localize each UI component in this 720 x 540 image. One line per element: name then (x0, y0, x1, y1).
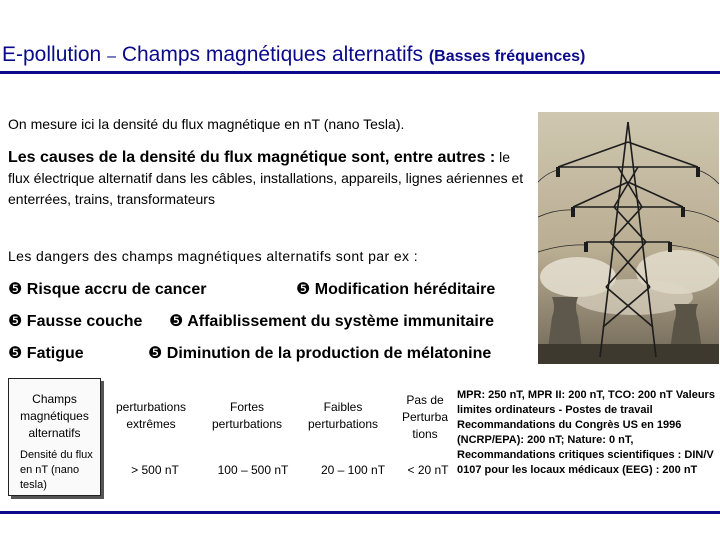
risk-label: Fausse couche (26, 313, 143, 330)
column-value: 20 – 100 nT (320, 463, 386, 477)
column-label: Pas de Perturba tions (401, 393, 449, 441)
risk-item-miscarriage (8, 311, 142, 331)
page-title (2, 43, 718, 67)
bottom-divider (0, 511, 720, 514)
column-value: < 20 nT (407, 463, 449, 477)
risk-label: Fatigue (26, 345, 84, 362)
causes-rest: le flux électrique alternatif dans les câbles, installations, appareils, lignes aériennes et enterrées, trains, transformateurs (8, 149, 524, 207)
title-main-2: Champs magnétiques alternatifs (121, 43, 423, 66)
limits-note: MPR: 250 nT, MPR II: 200 nT, TCO: 200 nT Valeurs limites ordinateurs - Postes de travail Recommandations du Congrès US en 1996 (NCRP/EPA): 200 nT; Nature: 0 nT, Recommandations critiques scientifiques : DIN/V 0107 pour les locaux médicaux (EEG) : 200 nT (457, 389, 715, 476)
causes-lead: Les causes de la densité du flux magnétique sont, entre autres : (8, 149, 496, 166)
bullet-6-icon: ❺ (8, 343, 23, 362)
title-divider (0, 71, 720, 74)
risk-item-melatonin (148, 343, 491, 363)
title-subtitle: (Basses fréquences) (428, 48, 586, 65)
risk-item-immune (169, 311, 494, 331)
column-value: > 500 nT (131, 463, 179, 477)
bullet-6-icon: ❺ (8, 311, 23, 330)
column-value: 100 – 500 nT (217, 463, 289, 477)
table-header-unit: Densité du flux en nT (nano tesla) (20, 449, 93, 491)
risk-item-fatigue (8, 343, 84, 363)
table-header-box (8, 378, 101, 496)
column-label: Fortes perturbations (211, 400, 283, 431)
table-header-title: Champs magnétiques alternatifs (20, 392, 89, 440)
risk-label: Risque accru de cancer (26, 281, 207, 298)
bullet-6-icon: ❺ (169, 311, 184, 330)
causes-paragraph (8, 147, 533, 210)
measure-text: On mesure ici la densité du flux magnétique en nT (nano Tesla). (8, 116, 405, 132)
title-main: E-pollution (2, 43, 102, 66)
bullet-6-icon: ❺ (296, 279, 311, 298)
title-dash: – (107, 48, 116, 65)
risk-label: Modification héréditaire (314, 281, 496, 298)
bullet-6-icon: ❺ (148, 343, 163, 362)
column-label: Faibles perturbations (307, 400, 379, 431)
column-label: perturbations extrêmes (115, 400, 187, 431)
bullet-6-icon: ❺ (8, 279, 23, 298)
risk-item-hereditary (296, 279, 495, 299)
risk-item-cancer (8, 279, 206, 299)
power-pylon-photo (538, 112, 719, 364)
risk-label: Affaiblissement du système immunitaire (187, 313, 494, 330)
dangers-heading: Les dangers des champs magnétiques alternatifs sont par ex : (8, 248, 418, 264)
risk-label: Diminution de la production de mélatonine (166, 345, 492, 362)
